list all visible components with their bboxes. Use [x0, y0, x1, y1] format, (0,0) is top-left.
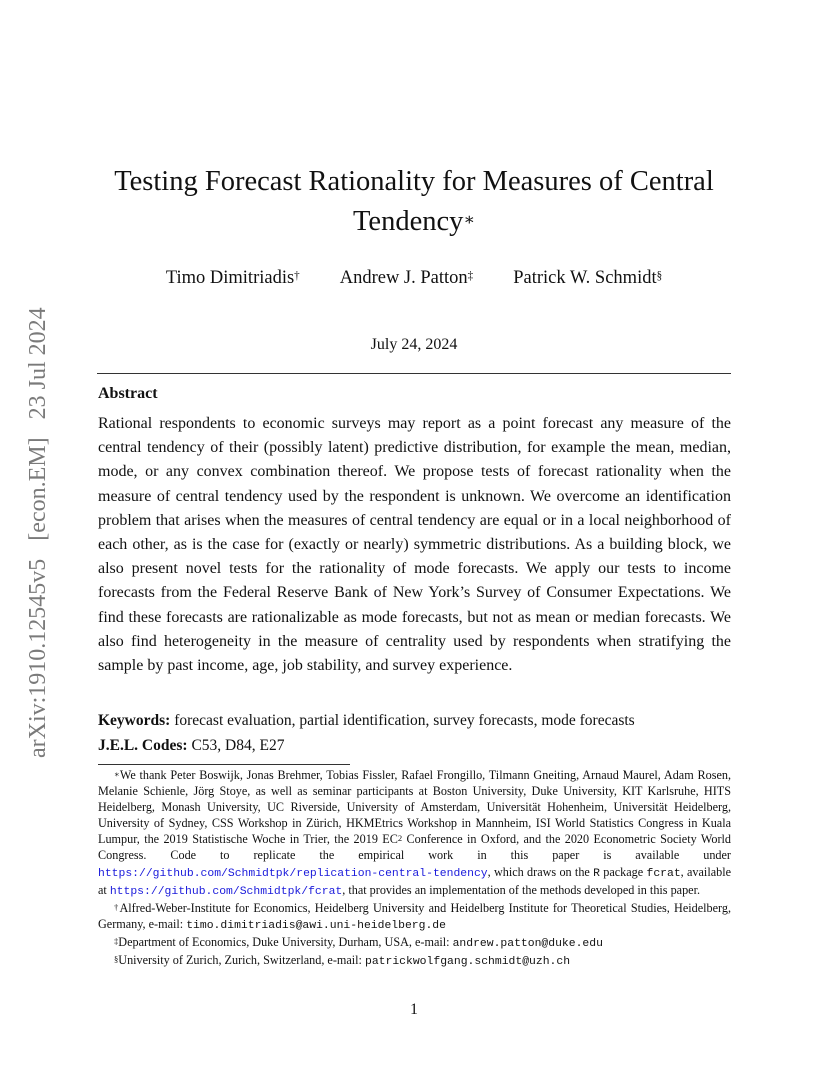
footnote-divider: [98, 764, 350, 765]
author-1-email[interactable]: timo.dimitriadis@awi.uni-heidelberg.de: [186, 919, 446, 932]
title-footnote-mark[interactable]: ∗: [463, 210, 475, 229]
jel-value: C53, D84, E27: [191, 737, 285, 754]
author-1-footnote-mark[interactable]: †: [294, 270, 300, 282]
author-3-email[interactable]: patrickwolfgang.schmidt@uzh.ch: [365, 956, 571, 969]
footnote-author-2: [98, 934, 731, 952]
author-1: [166, 265, 300, 291]
title-line-1: Testing Forecast Rationality for Measures of Central: [114, 166, 714, 197]
package-repo-link[interactable]: https://github.com/Schmidtpk/fcrat: [109, 885, 343, 898]
title-line-2: Tendency: [353, 206, 464, 237]
r-language-code: R: [593, 867, 600, 880]
footnote-1-text-f: , that provides an implementation of the methods developed in this paper.: [342, 882, 701, 897]
page-number: 1: [410, 1001, 418, 1018]
footnote-author-1: [98, 900, 731, 934]
arxiv-date: 23 Jul 2024: [25, 307, 51, 420]
abstract-text: Rational respondents to economic surveys may report as a point forecast any measure of the central tendency of their (possibly latent) predictive distribution, for example the mean, median, mode, or any convex combination thereof. We propose tests of forecast rationality when the measure of central tendency used by the respondent is unknown. We overcome an identification problem that arises when the measures of central tendency are equal or in a local neighborhood of each other, as is the case for (exactly or nearly) symmetric distributions. As a building block, we also present novel tests for the rationality of mode forecasts. We apply our tests to income forecasts from the Federal Reserve Bank of New York’s Survey of Consumer Expectations. We find these forecasts are rationalizable as mode forecasts, but not as mean or median forecasts. We also find heterogeneity in the measure of centrality used by respondents when stratifying the sample by past income, age, job stability, and survey experience.: [98, 415, 731, 675]
author-2-name: Andrew J. Patton: [339, 268, 468, 288]
author-2-footnote-mark[interactable]: ‡: [467, 270, 474, 282]
author-list: [97, 265, 731, 291]
author-3-name: Patrick W. Schmidt: [513, 268, 657, 288]
footnote-4-text: University of Zurich, Zurich, Switzerland, e-mail:: [118, 953, 365, 968]
footnote-1-text-a: We thank Peter Boswijk, Jonas Brehmer, Tobias Fissler, Rafael Frongillo, Tilmann Gneiting, Arnaud Maurel, Adam Rosen, Melanie Schienle, Jörg Stoye, as well as seminar participants at Boston University, Duke University, KIT Karlsruhe, HITS Heidelberg, Monash University, UC Riverside, University of Amsterdam, Universität Hohenheim, Universität Heidelberg, University of Sydney, CSS Workshop in Zürich, HKMEtrics Workshop in Mannheim, ISI World Statistics Congress in Kuala Lumpur, the 2019 Statistische Woche in Trier, the 2019 EC: [98, 768, 731, 847]
footnote-2-mark: †: [114, 901, 120, 912]
footnote-2-text: Alfred-Weber-Institute for Economics, Heidelberg University and Heidelberg Institute for Theoretical Studies, Heidelberg, Germany, e-mail:: [98, 900, 732, 931]
author-3-footnote-mark[interactable]: §: [656, 270, 663, 282]
footnote-1-superscript: 2: [397, 833, 403, 844]
footnote-1-text-e: , available at: [98, 864, 731, 897]
footnote-1-text-d: package: [599, 864, 647, 879]
footnote-1-mark: ∗: [114, 769, 120, 779]
footnote-1-text-c: , which draws on the: [487, 864, 594, 879]
keywords-value: forecast evaluation, partial identification, survey forecasts, mode forecasts: [174, 712, 635, 729]
footnote-3-text: Department of Economics, Duke University, Durham, USA, e-mail:: [118, 934, 453, 949]
jel-codes-line: [98, 735, 731, 757]
keywords-line: [98, 710, 731, 732]
replication-code-link[interactable]: https://github.com/Schmidtpk/replication-central-tendency: [98, 867, 488, 880]
author-3: [513, 265, 662, 291]
footnotes: [98, 767, 731, 970]
author-2: [340, 265, 474, 291]
arxiv-category: [econ.EM]: [25, 437, 51, 541]
jel-label: J.E.L. Codes:: [98, 737, 188, 754]
abstract-heading: Abstract: [98, 385, 158, 402]
arxiv-id[interactable]: arXiv:1910.12545v5: [25, 558, 51, 758]
paper-title: [97, 162, 731, 242]
footnote-1-text-b: Conference in Oxford, and the 2020 Econometric Society World Congress. Code to replicate the empirical work in this paper is available under: [98, 832, 731, 863]
paper-date: July 24, 2024: [370, 336, 458, 353]
footnote-author-3: [98, 952, 731, 970]
keywords-label: Keywords:: [98, 712, 171, 729]
abstract-divider: [97, 373, 731, 374]
author-2-email[interactable]: andrew.patton@duke.edu: [452, 937, 603, 950]
footnote-3-mark: ‡: [114, 935, 119, 946]
author-1-name: Timo Dimitriadis: [165, 268, 295, 288]
footnote-4-mark: §: [114, 954, 119, 965]
footnote-acknowledgements: [98, 767, 731, 900]
package-name-code: fcrat: [646, 867, 681, 880]
